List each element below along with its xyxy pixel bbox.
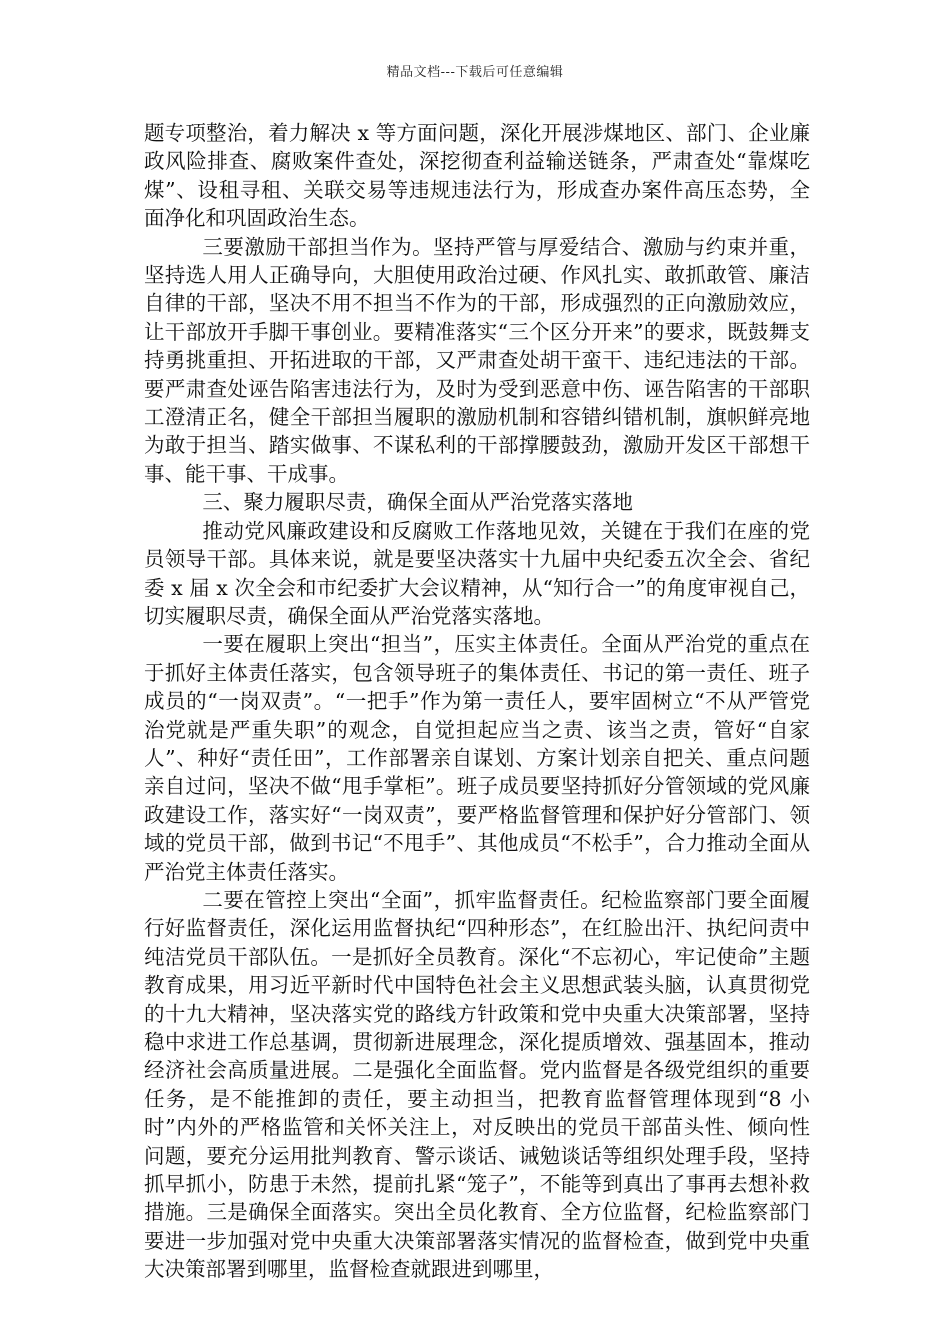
paragraph-2: 三要激励干部担当作为。坚持严管与厚爱结合、激励与约束并重，坚持选人用人正确导向，大胆使用政治过硬、作风扎实、敢抓敢管、廉洁自律的干部，坚决不用不担当不作为的干部，形成强烈的正向激励效应，让干部放开手脚干事创业。要精准落实“三个区分开来”的要求，既鼓舞支持勇挑重担、开拓进取的干部，又严肃查处胡干蛮干、违纪违法的干部。要严肃查处诬告陷害违法行为，及时为受到恶意中伤、诬告陷害的干部职工澄清正名，健全干部担当履职的激励机制和容错纠错机制，旗帜鲜亮地为敢于担当、踏实做事、不谋私利的干部撑腰鼓劲，激励开发区干部想干事、能干事、干成事。	[144, 234, 810, 486]
paragraph-3: 推动党风廉政建设和反腐败工作落地见效，关键在于我们在座的党员领导干部。具体来说，就是要坚决落实十九届中央纪委五次全会、省纪委 x 届 x 次全会和市纪委扩大会议精神，从“知行合一”的角度审视自己，切实履职尽责，确保全面从严治党落实落地。	[144, 518, 810, 628]
paragraph-4: 一要在履职上突出“担当”，压实主体责任。全面从严治党的重点在于抓好主体责任落实，包含领导班子的集体责任、书记的第一责任、班子成员的“一岗双责”。“一把手”作为第一责任人，要牢固树立“不从严管党治党就是严重失职”的观念，自觉担起应当之责、该当之责，管好“自家人”、种好“责任田”，工作部署亲自谋划、方案计划亲自把关、重点问题亲自过问，坚决不做“甩手掌柜”。班子成员要坚持抓好分管领域的党风廉政建设工作，落实好“一岗双责”，要严格监督管理和保护好分管部门、领域的党员干部，做到书记“不甩手”、其他成员“不松手”，合力推动全面从严治党主体责任落实。	[144, 632, 810, 884]
section-heading: 三、聚力履职尽责，确保全面从严治党落实落地	[202, 490, 633, 515]
page-header: 精品文档---下载后可任意编辑	[386, 65, 564, 80]
paragraph-5: 二要在管控上突出“全面”，抓牢监督责任。纪检监察部门要全面履行好监督责任，深化运用监督执纪“四种形态”，在红脸出汗、执纪问责中纯洁党员干部队伍。一是抓好全员教育。深化“不忘初心，牢记使命”主题教育成果，用习近平新时代中国特色社会主义思想武装头脑，认真贯彻党的十九大精神，坚决落实党的路线方针政策和党中央重大决策部署，坚持稳中求进工作总基调，贯彻新进展理念，深化提质增效、强基固本，推动经济社会高质量进展。二是强化全面监督。党内监督是各级党组织的重要任务，是不能推卸的责任，要主动担当，把教育监督管理体现到“8 小时”内外的严格监管和关怀关注上，对反映出的党员干部苗头性、倾向性问题，要充分运用批判教育、警示谈话、诫勉谈话等组织处理手段，坚持抓早抓小，防患于未然，提前扎紧“笼子”，不能等到真出了事再去想补救措施。三是确保全面落实。突出全员化教育、全方位监督，纪检监察部门要进一步加强对党中央重大决策部署落实情况的监督检查，做到党中央重大决策部署到哪里，监督检查就跟进到哪里，	[144, 887, 810, 1282]
paragraph-1: 题专项整治，着力解决 x 等方面问题，深化开展涉煤地区、部门、企业廉政风险排查、腐败案件查处，深挖彻查利益输送链条，严肃查处“靠煤吃煤”、设租寻租、关联交易等违规违法行为，形成查办案件高压态势，全面净化和巩固政治生态。	[144, 121, 810, 231]
document-body	[144, 119, 810, 1284]
